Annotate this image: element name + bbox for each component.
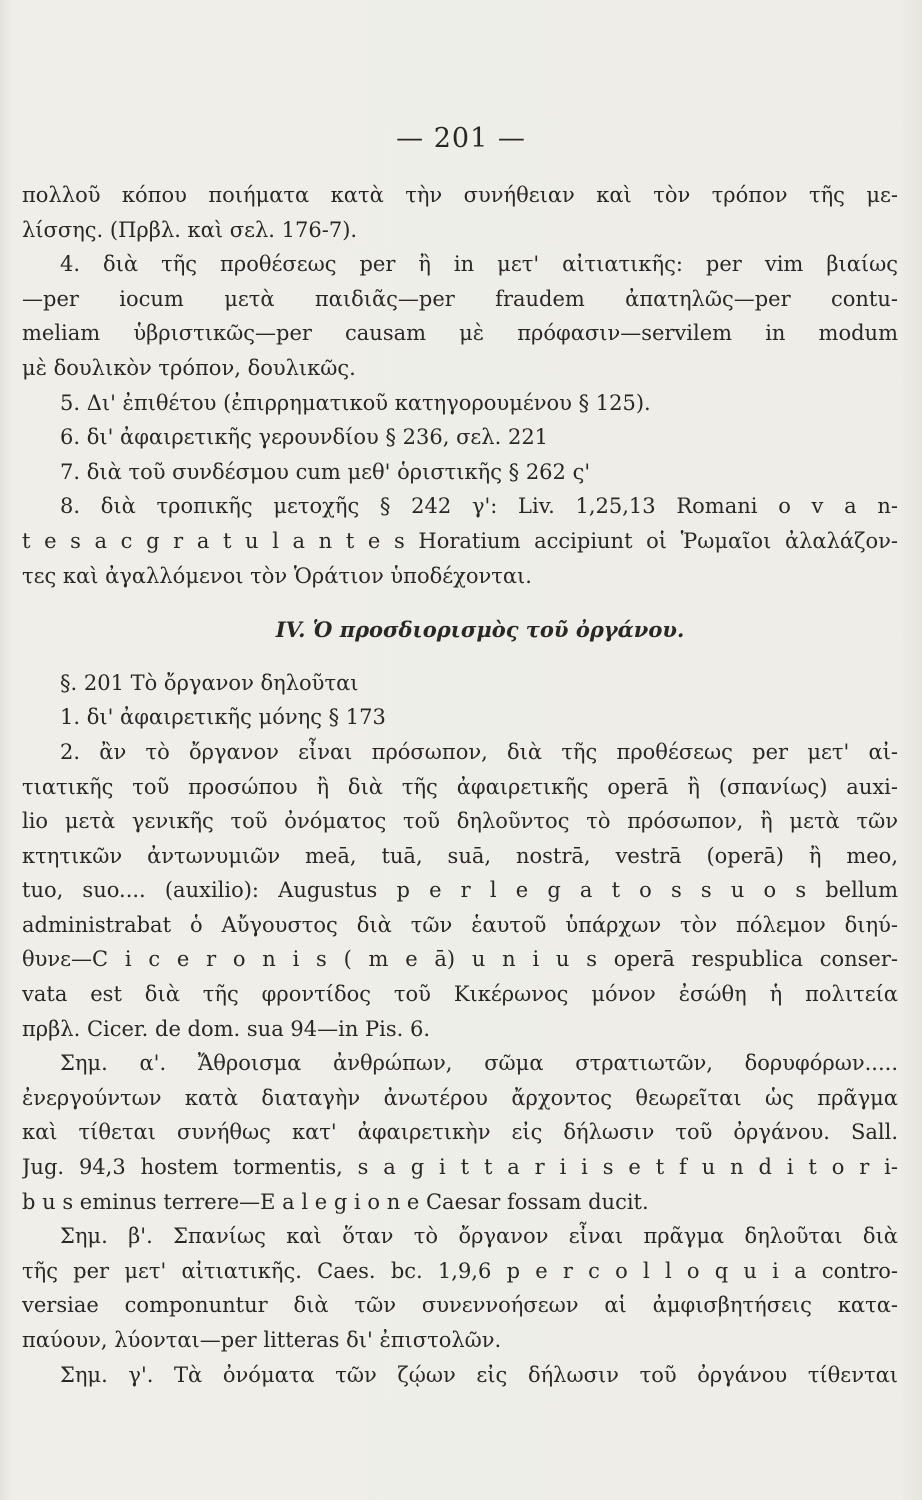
text-line: meliam ὑβριστικῶς—per causam μὲ πρόφασιν—servilem in modum — [22, 321, 898, 346]
page-number: — 201 — — [396, 123, 526, 154]
text-line: πολλοῦ κόπου ποιήματα κατὰ τὴν συνήθειαν καὶ τὸν τρόπον τῆς με- — [22, 183, 898, 207]
text-line: tuo, suo.... (auxilio): Augustus p e r l e g a t o s s u o s bellum — [22, 878, 898, 903]
text-line: ἐνεργούντων κατὰ διαταγὴν ἀνωτέρου ἄρχοντος θεωρεῖται ὡς πρᾶγμα — [22, 1085, 898, 1110]
text-line: τιατικῆς τοῦ προσώπου ἢ διὰ τῆς ἀφαιρετικῆς operā ἢ (σπανίως) auxi- — [22, 774, 898, 799]
text-line: Jug. 94,3 hostem tormentis, s a g i t t a r i i s e t f u n d i t o r i- — [22, 1155, 898, 1180]
text-line: τες καὶ ἀγαλλόμενοι τὸν Ὁράτιον ὑποδέχονται. — [22, 563, 532, 588]
text-line: lio μετὰ γενικῆς τοῦ ὀνόματος τοῦ δηλοῦντος τὸ πρόσωπον, ἢ μετὰ τῶν — [22, 809, 898, 834]
text-line: 5. Δι' ἐπιθέτου (ἐπιρρηματικοῦ κατηγορουμένου § 125). — [60, 390, 651, 415]
text-line: 8. διὰ τροπικῆς μετοχῆς § 242 γ': Liv. 1,25,13 Romani o v a n- — [60, 494, 898, 519]
text-line: παύουν, λύονται—per litteras δι' ἐπιστολῶν. — [22, 1328, 502, 1352]
text-line: 4. διὰ τῆς προθέσεως per ἢ in μετ' αἰτιατικῆς: per vim βιαίως — [60, 252, 898, 277]
text-line: vata est διὰ τῆς φροντίδος τοῦ Κικέρωνος μόνον ἐσώθη ἡ πολιτεία — [22, 982, 898, 1007]
text-line: t e s a c g r a t u l a n t e s Horatium accipiunt οἱ Ῥωμαῖοι ἀλαλάζον- — [22, 528, 898, 553]
section-heading: IV. Ὁ προσδιορισμὸς τοῦ ὀργάνου. — [275, 617, 685, 643]
text-line: —per iocum μετὰ παιδιᾶς—per fraudem ἀπατηλῶς—per contu- — [22, 286, 898, 311]
text-line: κτητικῶν ἀντωνυμιῶν meā, tuā, suā, nostrā, vestrā (operā) ἢ meo, — [22, 843, 898, 868]
note-line: Σημ. β'. Σπανίως καὶ ὅταν τὸ ὄργανον εἶναι πρᾶγμα δηλοῦται διὰ — [60, 1224, 898, 1249]
text-line: μὲ δουλικὸν τρόπον, δουλικῶς. — [22, 355, 356, 380]
text-line: τῆς per μετ' αἰτιατικῆς. Caes. bc. 1,9,6 p e r c o l l o q u i a contro- — [22, 1258, 898, 1283]
note-line: Σημ. γ'. Τὰ ὀνόματα τῶν ζῴων εἰς δήλωσιν τοῦ ὀργάνου τίθενται — [60, 1362, 898, 1387]
text-line: λίσσης. (Πρβλ. καὶ σελ. 176-7). — [22, 217, 358, 242]
text-line: καὶ τίθεται συνήθως κατ' ἀφαιρετικὴν εἰς δήλωσιν τοῦ ὀργάνου. Sall. — [22, 1120, 898, 1145]
note-line: Σημ. α'. Ἄθροισμα ἀνθρώπων, σῶμα στρατιωτῶν, δορυφόρων..... — [60, 1051, 898, 1076]
text-line: administrabat ὁ Αὔγουστος διὰ τῶν ἑαυτοῦ ὑπάρχων τὸν πόλεμον διηύ- — [22, 912, 898, 937]
body-text — [22, 178, 898, 1392]
text-line: 6. δι' ἀφαιρετικῆς γερουνδίου § 236, σελ. 221 — [60, 425, 549, 450]
text-line: 7. διὰ τοῦ συνδέσμου cum μεθ' ὁριστικῆς § 262 ς' — [60, 459, 591, 484]
text-line: 2. ἂν τὸ ὄργανον εἶναι πρόσωπον, διὰ τῆς προθέσεως per μετ' αἰ- — [60, 739, 898, 764]
text-line: 1. δι' ἀφαιρετικῆς μόνης § 173 — [60, 705, 386, 730]
text-line: b u s eminus terrere—E a l e g i o n e Caesar fossam ducit. — [22, 1189, 649, 1214]
text-line: versiae componuntur διὰ τῶν συνεννοήσεων αἱ ἀμφισβητήσεις κατα- — [22, 1293, 898, 1318]
text-line: §. 201 Τὸ ὄργανον δηλοῦται — [60, 670, 359, 695]
text-line: θυνε—C i c e r o n i s ( m e ā) u n i u s operā respublica conser- — [22, 947, 898, 972]
text-line: πρβλ. Cicer. de dom. sua 94—in Pis. 6. — [22, 1016, 431, 1041]
